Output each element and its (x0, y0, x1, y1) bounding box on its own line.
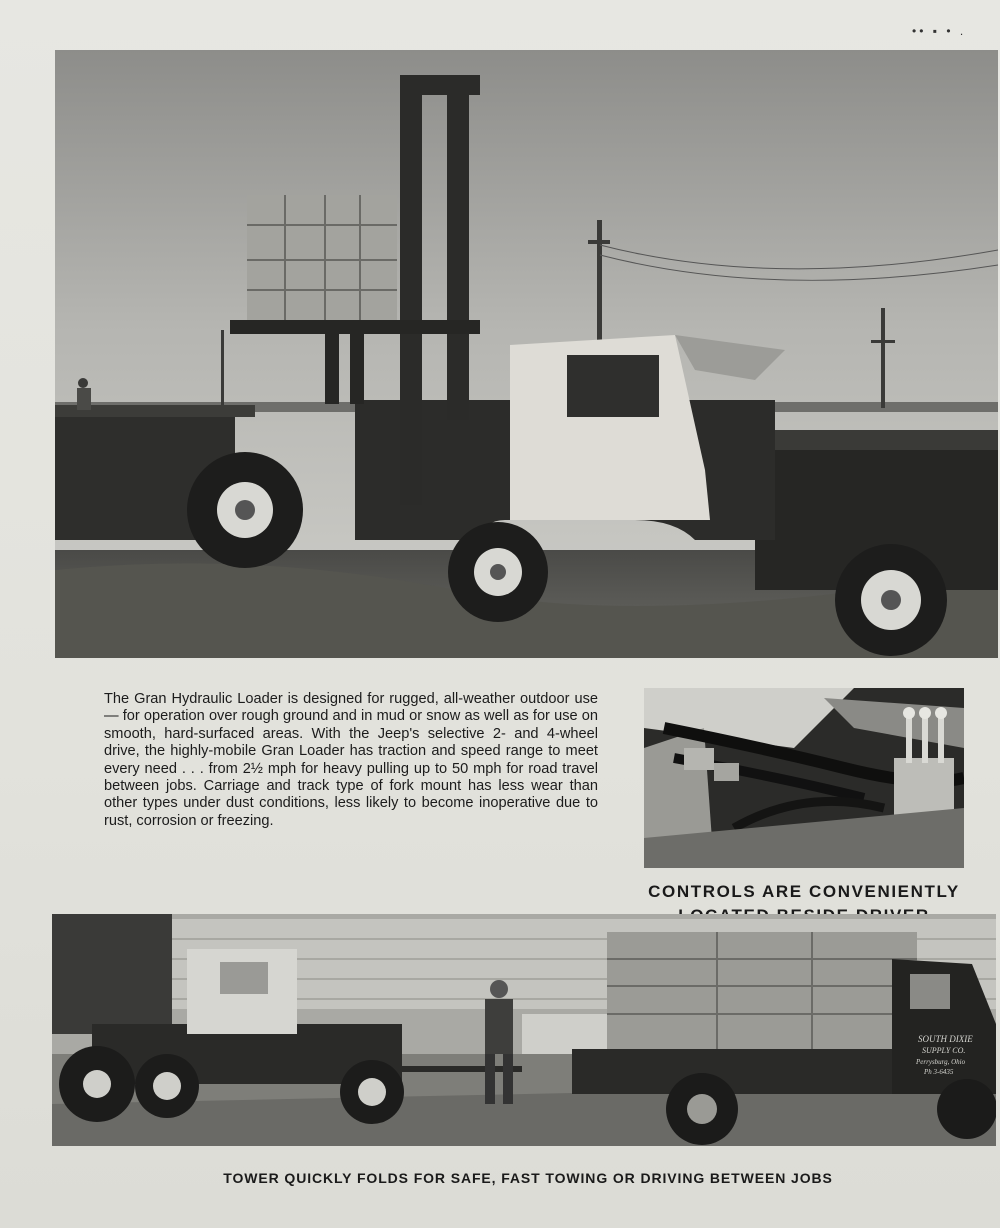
truck-door-text-2: SUPPLY CO. (922, 1046, 966, 1055)
loader-truck-photo (55, 50, 998, 658)
article-body-text: The Gran Hydraulic Loader is designed for rugged, all-weather outdoor use — for operation over rough ground and in mud or snow as well as for use on smooth, hard-surfaced areas. With the Jeep's selective 2- and 4-wheel drive, the highly-mobile Gran Loader has traction and speed range to meet every need . . . from 2½ mph for heavy pulling up to 50 mph for road travel between jobs. Carriage and track type of fork mount has less wear than other types under dust conditions, less likely to become inoperative due to rust, corrosion or freezing. (104, 691, 598, 829)
towing-photo (52, 914, 996, 1146)
truck-door-text-3: Perrysburg, Ohio (916, 1058, 966, 1066)
corner-print-marks: •• ▪ • . (912, 24, 967, 38)
truck-door-text-1: SOUTH DIXIE (918, 1034, 973, 1044)
towing-caption: TOWER QUICKLY FOLDS FOR SAFE, FAST TOWING OR DRIVING BETWEEN JOBS (223, 1170, 833, 1186)
controls-caption-line1: CONTROLS ARE CONVENIENTLY (648, 882, 960, 901)
truck-door-text-4: Ph 3-6435 (924, 1068, 954, 1076)
controls-photo (644, 688, 964, 868)
